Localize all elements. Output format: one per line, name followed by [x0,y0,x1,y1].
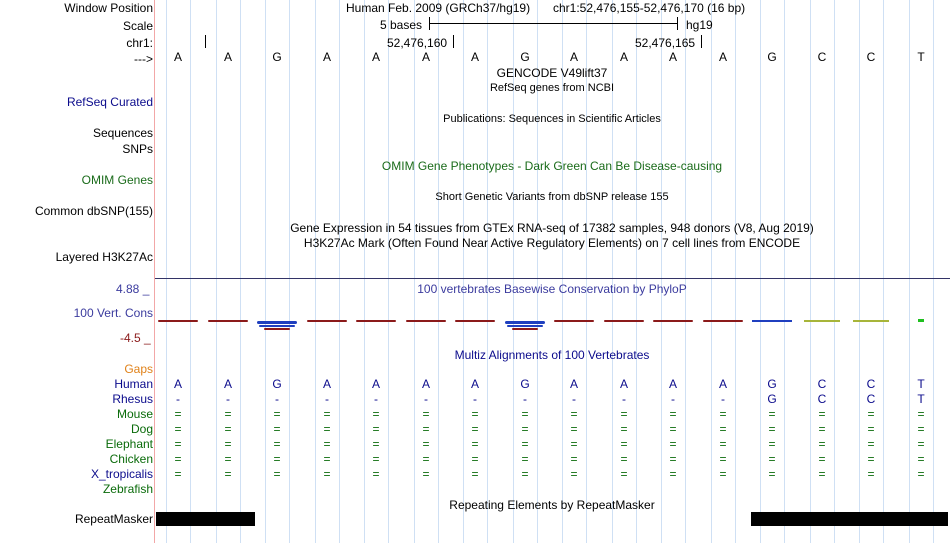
gtex-track-title[interactable]: Gene Expression in 54 tissues from GTEx RNA-seq of 17382 samples, 948 donors (V8, Aug 2019) [290,221,814,235]
coord-tick-2 [453,35,454,48]
omim-genes-label[interactable]: OMIM Genes [81,173,153,187]
scale-text: 5 bases [380,18,423,32]
species-match-mark: = [867,407,875,421]
species-match-mark: = [768,452,776,466]
species-match-mark: = [917,437,925,451]
human-base: G [272,377,282,391]
species-match-mark: = [570,452,578,466]
species-match-mark: = [224,467,232,481]
species-match-mark: = [372,452,380,466]
phylop-mark-red-wave [158,320,198,322]
species-match-mark: = [521,437,529,451]
species-match-mark: = [422,407,430,421]
human-base: A [322,377,331,391]
species-match-mark: = [818,452,826,466]
species-match-mark: = [669,422,677,436]
scale-label: Scale [122,19,153,33]
human-base: A [718,377,727,391]
phylop-mark-blue-red-cluster [259,325,295,327]
rhesus-base: - [671,392,675,406]
phylop-mark-green-dash [918,319,924,322]
human-label[interactable]: Human [114,377,153,391]
species-match-mark: = [273,422,281,436]
species-match-mark: = [917,407,925,421]
species-match-mark: = [174,452,182,466]
species-match-mark: = [224,422,232,436]
reference-base: A [569,50,578,64]
zebrafish-label[interactable]: Zebrafish [102,482,153,496]
rhesus-base: C [817,392,827,406]
scale-bar-right-tick [677,17,678,30]
phylop-mark-red-wave [455,320,495,322]
species-match-mark: = [570,422,578,436]
species-match-mark: = [422,437,430,451]
species-match-mark: = [669,452,677,466]
vert-cons-label[interactable]: 100 Vert. Cons [73,306,153,320]
rhesus-label[interactable]: Rhesus [112,392,153,406]
species-match-mark: = [471,437,479,451]
repeat-track-title[interactable]: Repeating Elements by RepeatMasker [449,498,655,512]
species-match-mark: = [669,437,677,451]
species-match-mark: = [719,452,727,466]
h3k27ac-track-baseline [155,278,950,279]
species-match-mark: = [867,452,875,466]
rhesus-base: C [866,392,876,406]
assembly-title[interactable]: Human Feb. 2009 (GRCh37/hg19) [346,1,531,15]
species-match-mark: = [273,407,281,421]
species-match-mark: = [372,467,380,481]
species-match-mark: = [323,452,331,466]
human-base: A [371,377,380,391]
reference-base: G [272,50,282,64]
species-match-mark: = [818,437,826,451]
rhesus-base: T [917,392,925,406]
reference-base: T [917,50,925,64]
species-match-mark: = [471,467,479,481]
phylop-track-title[interactable]: 100 vertebrates Basewise Conservation by PhyloP [417,282,687,296]
species-match-mark: = [224,437,232,451]
phylop-mark-red-wave [406,320,446,322]
species-match-mark: = [273,452,281,466]
species-match-mark: = [323,467,331,481]
species-match-mark: = [818,407,826,421]
human-base: A [668,377,677,391]
species-match-mark: = [521,452,529,466]
species-match-mark: = [174,422,182,436]
species-match-mark: = [224,407,232,421]
rhesus-base: - [176,392,180,406]
species-match-mark: = [174,437,182,451]
human-base: G [767,377,777,391]
chrom-label: chr1: [126,36,153,50]
rhesus-base: - [424,392,428,406]
reference-base: G [767,50,777,64]
species-match-mark: = [174,407,182,421]
strand-arrow[interactable]: ---> [134,52,153,66]
coord-right: 52,476,165 [635,36,696,50]
species-match-mark: = [570,407,578,421]
refseq-curated-label[interactable]: RefSeq Curated [66,95,153,109]
human-base: A [421,377,430,391]
human-base: G [520,377,530,391]
reference-base: A [421,50,430,64]
human-base: T [917,377,925,391]
species-match-mark: = [917,467,925,481]
h3k27ac-track-title[interactable]: H3K27Ac Mark (Often Found Near Active Regulatory Elements) on 7 cell lines from ENCODE [303,236,801,250]
scale-bar [429,23,677,24]
phylop-mark-olive-dash [853,320,889,322]
species-match-mark: = [768,407,776,421]
species-match-mark: = [620,407,628,421]
species-match-mark: = [372,422,380,436]
species-match-mark: = [867,422,875,436]
phylop-mark-olive-dash [804,320,840,322]
phylop-mark-blue-red-cluster [257,321,297,324]
species-match-mark: = [224,452,232,466]
phylop-max-value: 4.88 _ [116,282,150,296]
species-match-mark: = [471,407,479,421]
gaps-label[interactable]: Gaps [124,362,153,376]
human-base: C [866,377,876,391]
phylop-mark-blue-red-cluster [512,328,538,330]
phylop-mark-blue-red-cluster [507,325,543,327]
species-match-mark: = [620,452,628,466]
repeatmasker-label[interactable]: RepeatMasker [74,512,153,526]
rhesus-base: - [523,392,527,406]
species-match-mark: = [818,422,826,436]
rhesus-base: - [572,392,576,406]
species-match-mark: = [273,437,281,451]
species-match-mark: = [471,422,479,436]
refseq-track-subtitle[interactable]: RefSeq genes from NCBI [489,82,615,94]
reference-base: A [223,50,232,64]
species-match-mark: = [917,422,925,436]
phylop-mark-red-wave [653,320,693,322]
phylop-mark-red-wave [604,320,644,322]
species-match-mark: = [719,437,727,451]
phylop-mark-blue-red-cluster [505,321,545,324]
species-match-mark: = [372,407,380,421]
species-match-mark: = [719,467,727,481]
species-match-mark: = [174,467,182,481]
repeat-element-left[interactable] [156,512,255,526]
rhesus-base: - [622,392,626,406]
species-match-mark: = [521,407,529,421]
species-match-mark: = [917,452,925,466]
rhesus-base: - [374,392,378,406]
phylop-mark-red-wave [554,320,594,322]
species-match-mark: = [570,437,578,451]
species-match-mark: = [521,467,529,481]
rhesus-base: - [473,392,477,406]
elephant-label[interactable]: Elephant [105,437,153,451]
human-base: A [619,377,628,391]
rhesus-base: - [275,392,279,406]
species-match-mark: = [620,437,628,451]
window-position-label: Window Position [64,1,153,15]
human-base: A [223,377,232,391]
human-base: A [470,377,479,391]
human-base: A [173,377,182,391]
species-match-mark: = [867,437,875,451]
publications-track-title[interactable]: Publications: Sequences in Scientific Articles [443,113,661,125]
species-match-mark: = [719,407,727,421]
species-match-mark: = [323,407,331,421]
species-match-mark: = [669,407,677,421]
reference-base: C [817,50,827,64]
species-match-mark: = [372,437,380,451]
rhesus-base: - [721,392,725,406]
multiz-track-title[interactable]: Multiz Alignments of 100 Vertebrates [454,348,650,362]
x-tropicalis-label[interactable]: X_tropicalis [90,467,153,481]
rhesus-base: - [226,392,230,406]
species-match-mark: = [867,467,875,481]
phylop-mark-red-wave [703,320,743,322]
reference-base: G [520,50,530,64]
scale-bar-left-tick [429,17,430,30]
omim-track-title[interactable]: OMIM Gene Phenotypes - Dark Green Can Be Disease-causing [381,159,723,173]
species-match-mark: = [323,437,331,451]
reference-base: A [619,50,628,64]
position-readout[interactable]: chr1:52,476,155-52,476,170 (16 bp) [553,1,746,15]
reference-base: A [173,50,182,64]
phylop-mark-red-wave [356,320,396,322]
species-match-mark: = [818,467,826,481]
species-match-mark: = [471,452,479,466]
human-base: C [817,377,827,391]
reference-base: C [866,50,876,64]
reference-base: A [668,50,677,64]
species-match-mark: = [323,422,331,436]
scale-db: hg19 [686,18,713,32]
species-match-mark: = [422,467,430,481]
reference-base: A [371,50,380,64]
species-match-mark: = [620,467,628,481]
repeat-element-right[interactable] [751,512,948,526]
snps-label[interactable]: SNPs [122,142,153,156]
species-match-mark: = [422,422,430,436]
species-match-mark: = [719,422,727,436]
coord-left: 52,476,160 [387,36,448,50]
species-match-mark: = [768,467,776,481]
coord-tick-1 [205,35,206,48]
dog-label[interactable]: Dog [130,422,153,436]
phylop-mark-blue-dash [752,320,792,322]
gencode-track-title[interactable]: GENCODE V49lift37 [496,66,608,80]
species-match-mark: = [768,437,776,451]
reference-base: A [470,50,479,64]
dbsnp-track-title[interactable]: Short Genetic Variants from dbSNP release 155 [435,191,669,203]
species-match-mark: = [570,467,578,481]
species-match-mark: = [768,422,776,436]
rhesus-base: - [325,392,329,406]
track-label-divider [154,0,155,543]
species-match-mark: = [273,467,281,481]
species-match-mark: = [620,422,628,436]
chicken-label[interactable]: Chicken [109,452,153,466]
mouse-label[interactable]: Mouse [116,407,153,421]
reference-base: A [322,50,331,64]
sequences-label[interactable]: Sequences [92,126,153,140]
phylop-min-value: -4.5 _ [120,331,151,345]
phylop-mark-red-wave [208,320,248,322]
phylop-mark-red-wave [307,320,347,322]
layered-h3k27ac-label[interactable]: Layered H3K27Ac [55,250,153,264]
coord-tick-3 [701,35,702,48]
reference-base: A [718,50,727,64]
human-base: A [569,377,578,391]
species-match-mark: = [422,452,430,466]
species-match-mark: = [669,467,677,481]
species-match-mark: = [521,422,529,436]
phylop-mark-blue-red-cluster [264,328,290,330]
rhesus-base: G [767,392,777,406]
common-dbsnp-label[interactable]: Common dbSNP(155) [34,204,153,218]
